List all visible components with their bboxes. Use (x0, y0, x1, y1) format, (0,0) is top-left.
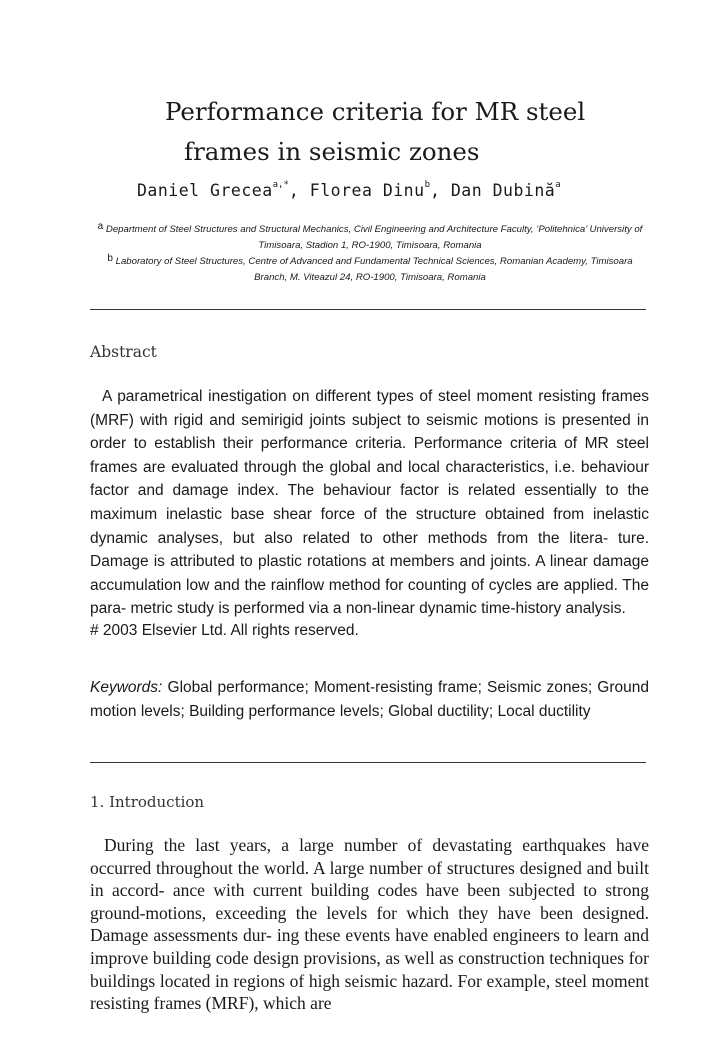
title-line-1: Performance criteria for MR steel (165, 97, 586, 126)
author-affiliation-mark: a (555, 180, 561, 190)
author-affiliation-mark: b (424, 180, 430, 190)
author-name: Daniel Grecea (137, 181, 273, 200)
keywords (90, 676, 649, 724)
keywords-text: Global performance; Moment-resisting frame; Seismic zones; Ground motion levels; Building performance levels; Global ductility; Local ductility (90, 679, 649, 720)
affiliation-mark: a (97, 221, 104, 232)
copyright-notice: # 2003 Elsevier Ltd. All rights reserved. (90, 621, 359, 639)
introduction-section (90, 834, 649, 1015)
abstract-section (90, 385, 649, 641)
affiliation-text: Laboratory of Steel Structures, Centre of Advanced and Fundamental Technical Sciences, Romanian Academy, Timisoara Branch, M. Viteazul 24, RO-1900, Timisoara, Romania (115, 256, 633, 283)
affiliation-mark: b (107, 253, 113, 264)
affiliation-b (90, 251, 650, 286)
section-number: 1. (90, 793, 105, 811)
section-title: Introduction (109, 793, 205, 811)
divider-bottom (90, 762, 646, 763)
abstract-text: A parametrical inestigation on different types of steel moment resisting frames (MRF) with rigid and semirigid joints subject to seismic motions is presented in order to establish their performance criteria. Performance criteria of MR steel frames are evaluated through the global and local characteristics, i.e. behaviour factor and damage index. The behaviour factor is related essentially to the maximum inelastic base shear force of the structure obtained from inelastic dynamic analyses, but also related to other methods from the litera- ture. Damage is attributed to plastic rotations at members and joints. A linear damage accumulation low and the rainflow method for counting of cycles are applied. The para- metric study is performed via a non-linear dynamic time-history analysis. (90, 388, 649, 618)
author-name: Dan Dubină (450, 181, 556, 200)
introduction-text: During the last years, a large number of devastating earthquakes have occurred throughout the world. A large number of structures designed and built in accord- ance with current building codes have been subjected to strong ground-motions, exceeding the levels for which they have been designed. Damage assessments dur- ing these events have enabled engineers to learn and improve building code design provisions, as well as construction techniques for buildings located in regions of high seismic hazard. For example, steel moment resisting frames (MRF), which are (90, 835, 649, 1014)
paper-title (0, 92, 728, 172)
author-separator: , (288, 181, 300, 200)
affiliation-a (90, 219, 650, 254)
affiliation-text: Department of Steel Structures and Structural Mechanics, Civil Engineering and Architecture Faculty, ‘Politehnica’ University of Timisoara, Stadion 1, RO-1900, Timisoara, Romania (105, 224, 643, 251)
author-separator: , (429, 181, 441, 200)
author-name: Florea Dinu (309, 181, 425, 200)
keywords-label: Keywords: (90, 679, 163, 696)
divider-top (90, 309, 646, 310)
author-list (137, 180, 561, 200)
section-heading-introduction (90, 793, 204, 811)
author-affiliation-mark: a,* (272, 180, 289, 190)
abstract-heading: Abstract (90, 343, 157, 361)
title-line-2: frames in seismic zones (184, 137, 480, 166)
